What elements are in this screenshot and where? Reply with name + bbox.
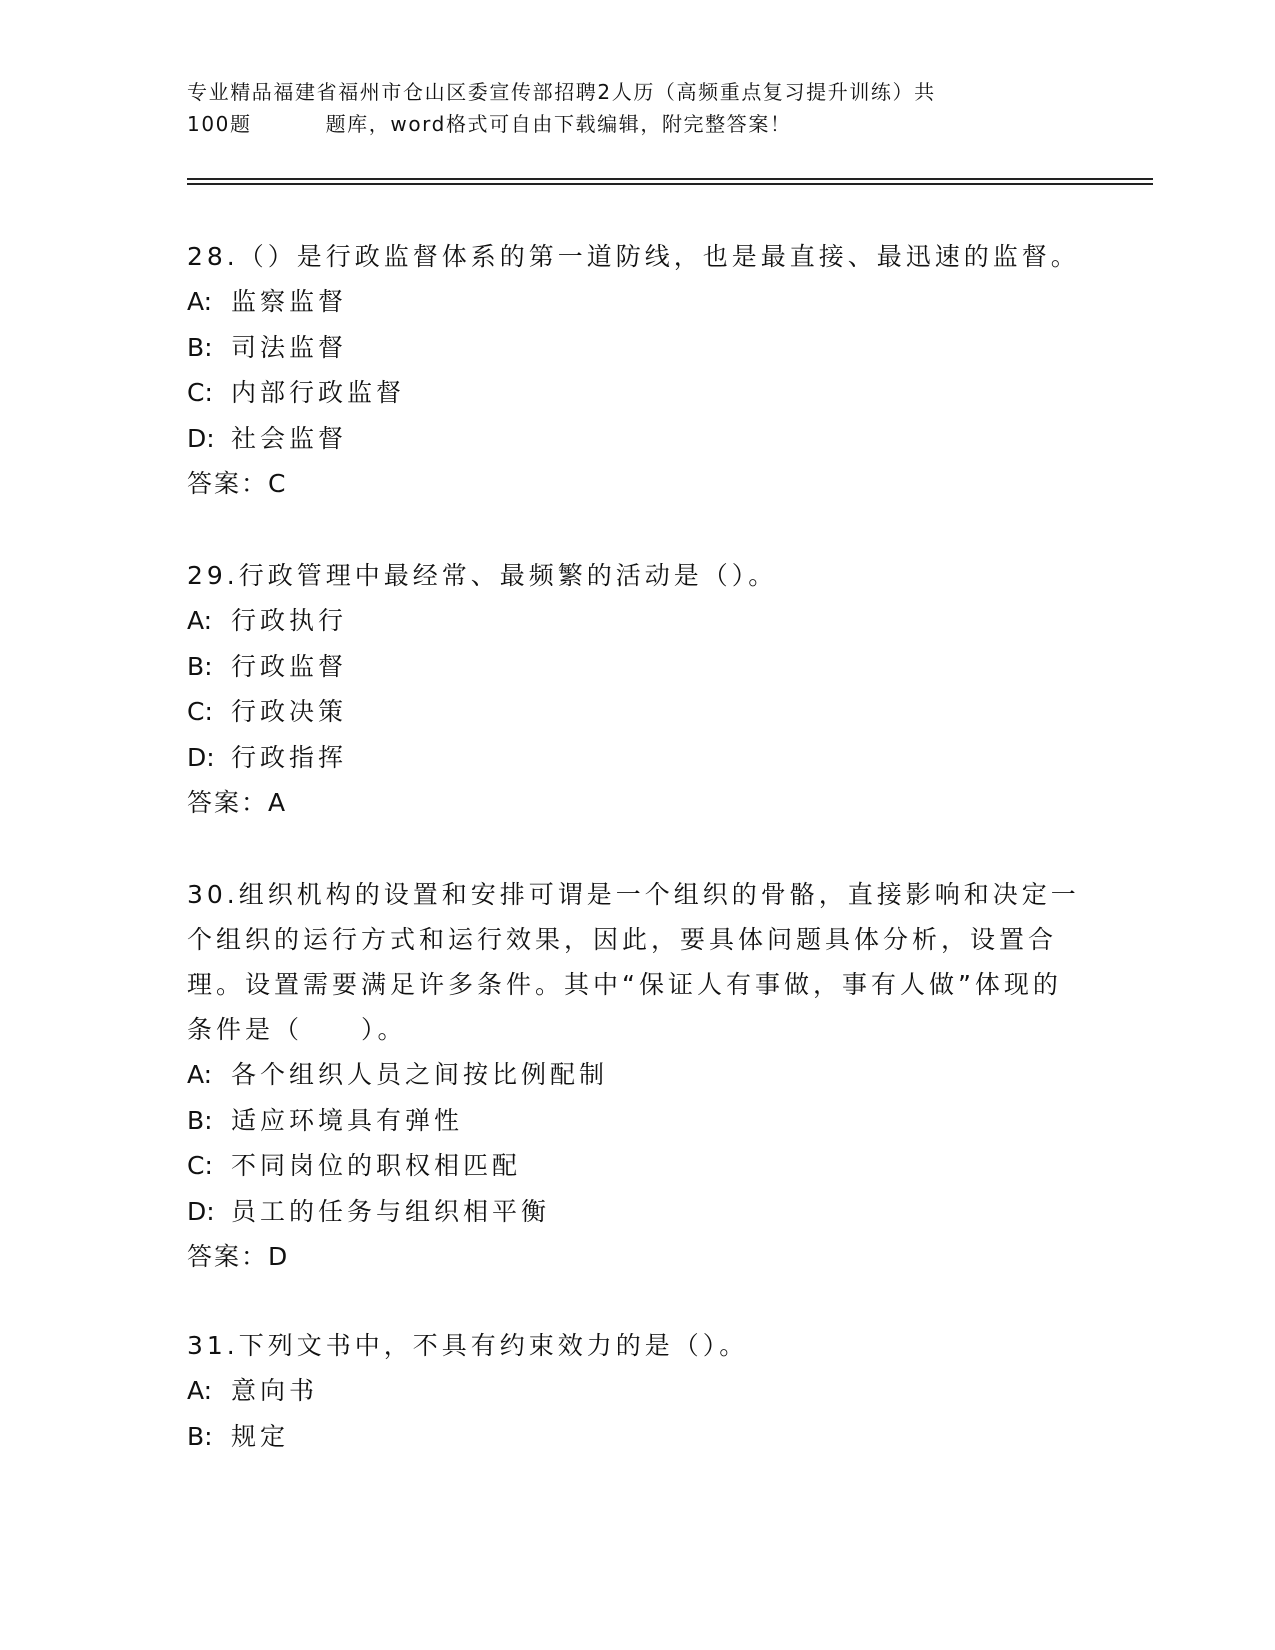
option-d <box>187 416 1087 462</box>
question-28 <box>187 234 1087 506</box>
option-letter: C: <box>187 697 213 726</box>
question-stem: 29.行政管理中最经常、最频繁的活动是（）。 <box>187 561 778 590</box>
option-letter: D: <box>187 742 215 772</box>
option-a <box>187 279 1087 325</box>
option-text: 意向书 <box>231 1376 319 1405</box>
answer-line: 答案：D <box>187 1242 290 1271</box>
question-stem: 30.组织机构的设置和安排可谓是一个组织的骨骼，直接影响和决定一个组织的运行方式和运行效果，因此，要具体问题具体分析，设置合理。设置需要满足许多条件。其中“保证人有事做，事有人做”体现的条件是（ ）。 <box>187 880 1080 1044</box>
option-text: 行政指挥 <box>231 742 348 772</box>
option-text: 适应环境具有弹性 <box>231 1105 464 1135</box>
option-letter: D: <box>187 1196 215 1226</box>
option-letter: B: <box>187 332 213 362</box>
option-text: 不同岗位的职权相匹配 <box>231 1151 522 1180</box>
document-header <box>187 76 1067 140</box>
question-stem: 28.（）是行政监督体系的第一道防线，也是最直接、最迅速的监督。 <box>187 242 1080 271</box>
answer-line: 答案：A <box>187 788 288 817</box>
option-letter: B: <box>187 1105 213 1135</box>
option-text: 社会监督 <box>231 423 348 453</box>
option-c <box>187 370 1087 416</box>
option-letter: A: <box>187 606 213 635</box>
option-text: 监察监督 <box>231 287 348 316</box>
header-divider-top <box>187 178 1153 180</box>
answer-line: 答案：C <box>187 469 288 498</box>
option-text: 内部行政监督 <box>231 378 406 407</box>
option-text: 行政决策 <box>231 697 348 726</box>
option-letter: C: <box>187 1151 213 1180</box>
question-stem: 31.下列文书中，不具有约束效力的是（）。 <box>187 1331 749 1360</box>
option-a <box>187 598 1087 644</box>
option-text: 规定 <box>231 1421 290 1451</box>
question-31 <box>187 1323 1087 1459</box>
option-letter: B: <box>187 651 213 681</box>
header-title-line2 <box>187 108 1067 140</box>
option-letter: A: <box>187 1060 213 1089</box>
option-a <box>187 1052 1087 1098</box>
header-question-count: 100题 <box>187 112 252 136</box>
question-29 <box>187 553 1087 825</box>
option-text: 行政监督 <box>231 651 348 681</box>
option-b <box>187 644 1087 690</box>
option-b <box>187 325 1087 371</box>
option-letter: C: <box>187 378 213 407</box>
option-text: 各个组织人员之间按比例配制 <box>231 1060 609 1089</box>
option-d <box>187 735 1087 781</box>
question-30 <box>187 872 1087 1279</box>
option-b <box>187 1098 1087 1144</box>
option-b <box>187 1414 1087 1460</box>
header-title-line1: 专业精品福建省福州市仓山区委宣传部招聘2人历（高频重点复习提升训练）共 <box>187 80 936 104</box>
option-letter: D: <box>187 423 215 453</box>
option-text: 司法监督 <box>231 332 348 362</box>
option-a <box>187 1368 1087 1414</box>
option-text: 员工的任务与组织相平衡 <box>231 1196 551 1226</box>
option-d <box>187 1189 1087 1235</box>
option-text: 行政执行 <box>231 606 348 635</box>
option-letter: A: <box>187 287 213 316</box>
option-letter: A: <box>187 1376 213 1405</box>
option-c <box>187 689 1087 735</box>
option-c <box>187 1143 1087 1189</box>
header-title-suffix: 题库，word格式可自由下载编辑，附完整答案！ <box>325 112 792 136</box>
header-divider-bottom <box>187 183 1153 185</box>
option-letter: B: <box>187 1421 213 1451</box>
